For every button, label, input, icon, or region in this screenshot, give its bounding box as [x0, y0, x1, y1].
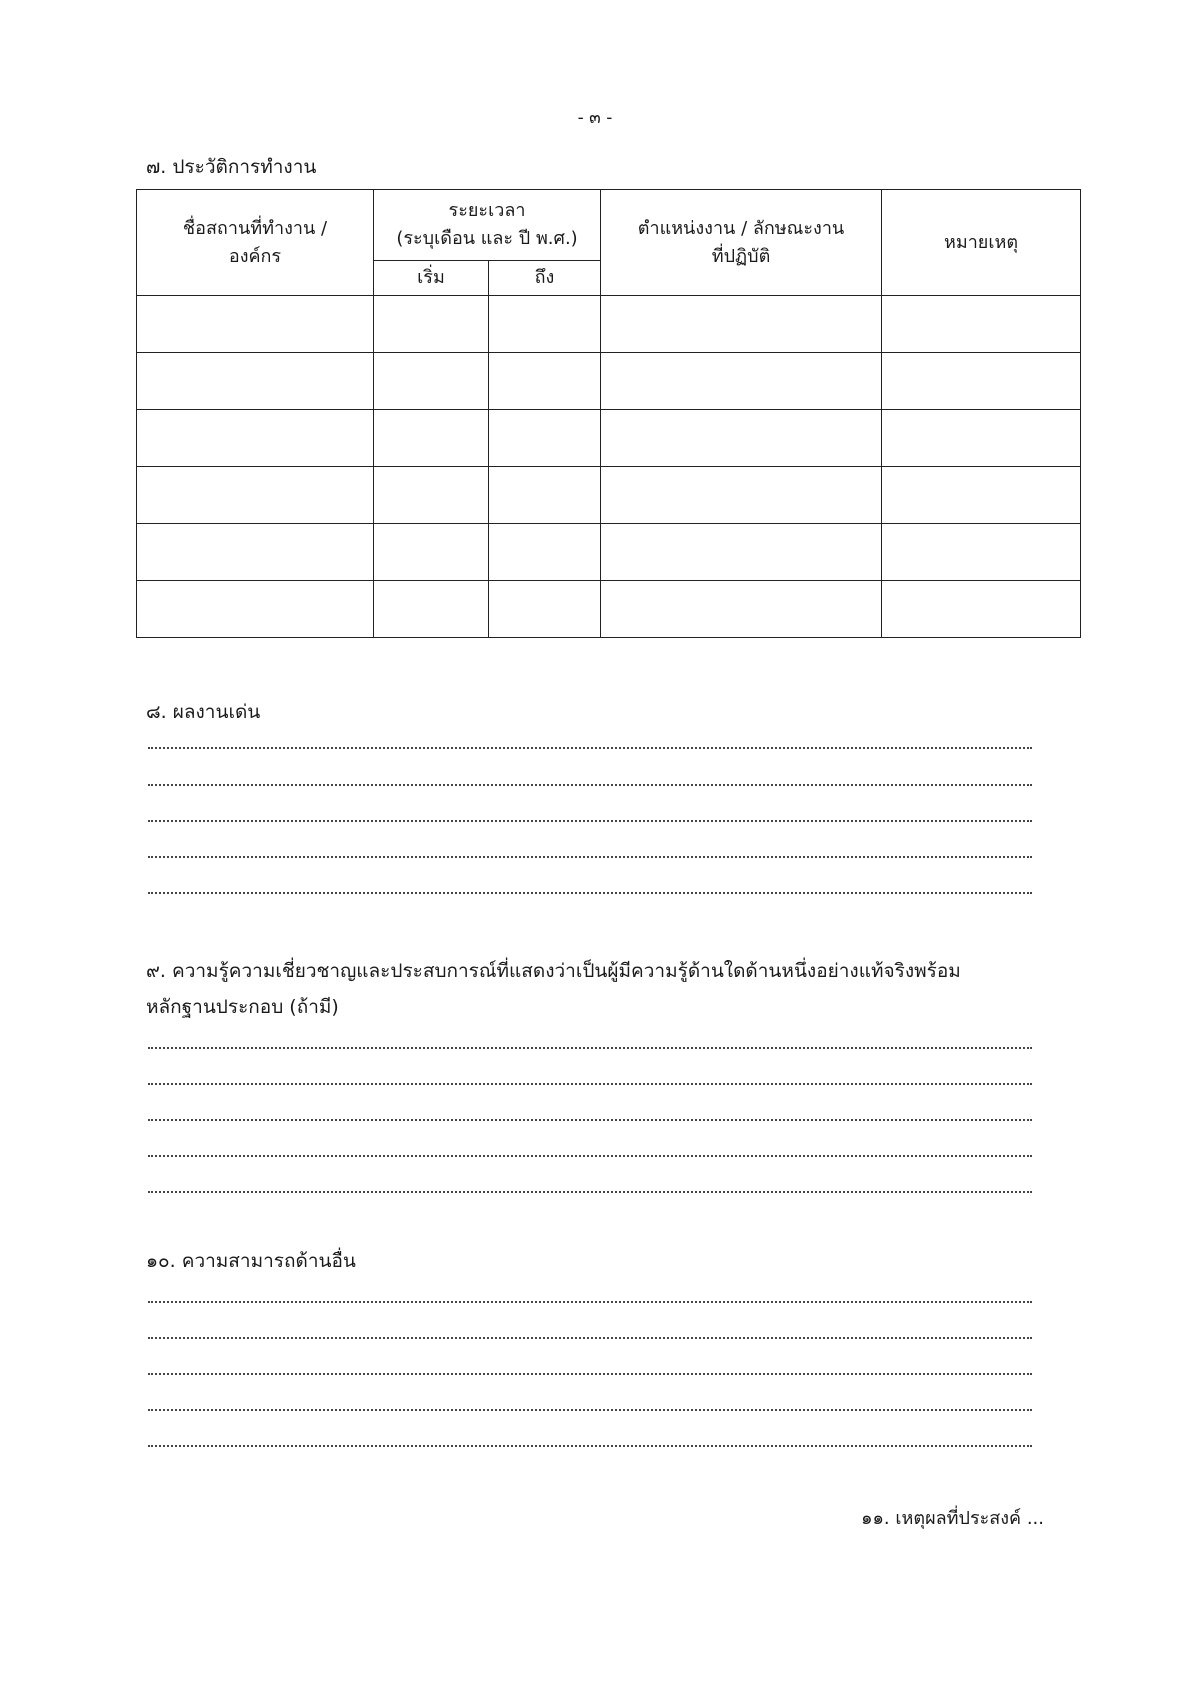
- cell-remarks[interactable]: [882, 524, 1081, 581]
- table-row: [137, 296, 1081, 353]
- section-9-heading-line2: หลักฐานประกอบ (ถ้ามี): [146, 996, 339, 1018]
- continuation-note: ๑๑. เหตุผลที่ประสงค์ ...: [861, 1508, 1044, 1529]
- col-header-period-line2: (ระบุเดือน และ ปี พ.ศ.): [396, 228, 578, 249]
- work-history-table: [136, 189, 1081, 638]
- cell-organization[interactable]: [137, 353, 374, 410]
- cell-remarks[interactable]: [882, 410, 1081, 467]
- fill-line[interactable]: [148, 1337, 1032, 1339]
- col-header-start: เริ่ม: [374, 261, 489, 296]
- fill-line[interactable]: [148, 1155, 1032, 1157]
- cell-start[interactable]: [374, 467, 489, 524]
- cell-start[interactable]: [374, 353, 489, 410]
- col-header-remarks: หมายเหตุ: [882, 190, 1081, 296]
- cell-organization[interactable]: [137, 524, 374, 581]
- cell-end[interactable]: [489, 296, 601, 353]
- cell-organization[interactable]: [137, 410, 374, 467]
- cell-remarks[interactable]: [882, 296, 1081, 353]
- cell-position[interactable]: [601, 410, 882, 467]
- cell-position[interactable]: [601, 467, 882, 524]
- section-9-heading-line1: ๙. ความรู้ความเชี่ยวชาญและประสบการณ์ที่แสดงว่าเป็นผู้มีความรู้ด้านใดด้านหนึ่งอย่างแท้จริงพร้อม: [146, 960, 961, 982]
- cell-position[interactable]: [601, 524, 882, 581]
- fill-line[interactable]: [148, 747, 1032, 749]
- fill-line[interactable]: [148, 820, 1032, 822]
- cell-start[interactable]: [374, 581, 489, 638]
- cell-end[interactable]: [489, 581, 601, 638]
- table-row: [137, 524, 1081, 581]
- cell-position[interactable]: [601, 581, 882, 638]
- cell-remarks[interactable]: [882, 353, 1081, 410]
- section-8-heading: ๘. ผลงานเด่น: [146, 701, 261, 723]
- table-row: [137, 353, 1081, 410]
- fill-line[interactable]: [148, 784, 1032, 786]
- fill-line[interactable]: [148, 1047, 1032, 1049]
- cell-end[interactable]: [489, 353, 601, 410]
- cell-remarks[interactable]: [882, 581, 1081, 638]
- fill-line[interactable]: [148, 1373, 1032, 1375]
- cell-position[interactable]: [601, 353, 882, 410]
- col-header-organization-line1: ชื่อสถานที่ทำงาน /: [182, 217, 328, 239]
- cell-organization[interactable]: [137, 467, 374, 524]
- work-history-rows: [137, 296, 1081, 638]
- table-row: [137, 410, 1081, 467]
- col-header-organization-line2: องค์กร: [228, 245, 282, 267]
- col-header-position-line2: ที่ปฏิบัติ: [711, 245, 771, 267]
- cell-organization[interactable]: [137, 296, 374, 353]
- cell-end[interactable]: [489, 467, 601, 524]
- table-row: [137, 581, 1081, 638]
- section-10-heading: ๑๐. ความสามารถด้านอื่น: [146, 1250, 356, 1272]
- col-header-period-line1: ระยะเวลา: [448, 200, 526, 221]
- fill-line[interactable]: [148, 892, 1032, 894]
- cell-position[interactable]: [601, 296, 882, 353]
- fill-line[interactable]: [148, 1191, 1032, 1193]
- fill-line[interactable]: [148, 1445, 1032, 1447]
- cell-end[interactable]: [489, 410, 601, 467]
- col-header-organization: [137, 190, 374, 296]
- col-header-position-line1: ตำแหน่งงาน / ลักษณะงาน: [637, 217, 845, 239]
- cell-organization[interactable]: [137, 581, 374, 638]
- cell-start[interactable]: [374, 410, 489, 467]
- section-7-heading: ๗. ประวัติการทำงาน: [146, 156, 317, 178]
- fill-line[interactable]: [148, 1301, 1032, 1303]
- col-header-period: [374, 190, 601, 261]
- col-header-end: ถึง: [489, 261, 601, 296]
- page-number: - ๓ -: [577, 108, 613, 128]
- fill-line[interactable]: [148, 1119, 1032, 1121]
- cell-remarks[interactable]: [882, 467, 1081, 524]
- fill-line[interactable]: [148, 1083, 1032, 1085]
- col-header-position: [601, 190, 882, 296]
- cell-end[interactable]: [489, 524, 601, 581]
- fill-line[interactable]: [148, 1409, 1032, 1411]
- table-row: [137, 467, 1081, 524]
- fill-line[interactable]: [148, 856, 1032, 858]
- cell-start[interactable]: [374, 524, 489, 581]
- cell-start[interactable]: [374, 296, 489, 353]
